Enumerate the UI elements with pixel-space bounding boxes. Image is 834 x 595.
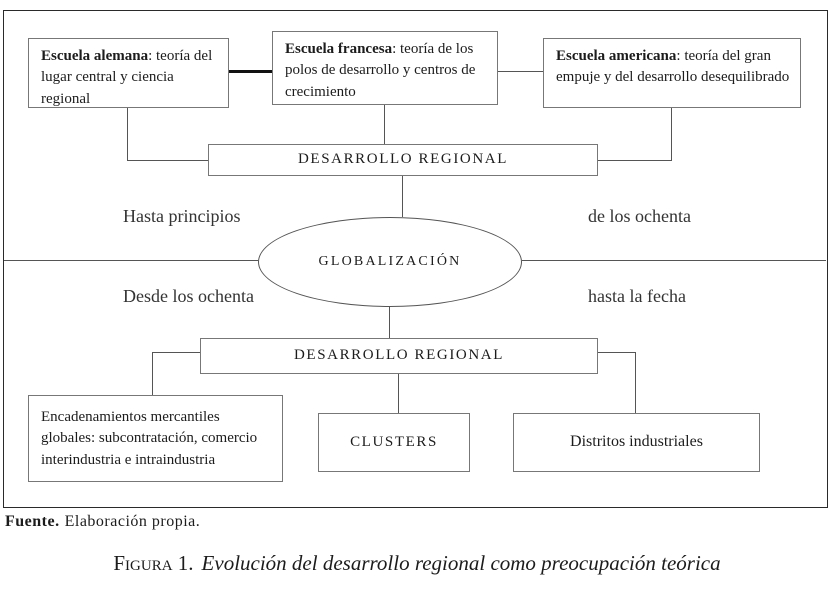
figure-number: Figura 1.	[113, 551, 194, 575]
label-hasta-la-fecha: hasta la fecha	[588, 286, 686, 306]
label-de-los-ochenta: de los ochenta	[588, 206, 691, 226]
desarrollo-regional-bottom-label: DESARROLLO REGIONAL	[294, 347, 504, 364]
connector-dr-middle-down	[398, 374, 399, 413]
label-desde-los-ochenta: Desde los ochenta	[123, 286, 254, 306]
box-encadenamientos	[28, 395, 283, 482]
escuela-francesa-desc: : teoría de los polos de desarrollo y centros de crecimiento	[285, 41, 476, 100]
connector-francesa-americana	[498, 71, 543, 72]
label-hasta-principios: Hasta principios	[123, 206, 241, 226]
figure-title: Evolución del desarrollo regional como preocupación teórica	[201, 551, 721, 575]
escuela-francesa-title: Escuela francesa	[285, 41, 393, 57]
globalizacion-label: GLOBALIZACIÓN	[318, 254, 462, 269]
escuela-americana-title: Escuela americana	[556, 48, 677, 64]
desarrollo-regional-top-label: DESARROLLO REGIONAL	[298, 151, 508, 168]
connector-alemana-francesa	[229, 70, 272, 73]
connector-dr-right-down	[635, 352, 636, 413]
box-escuela-francesa	[272, 31, 498, 105]
divider-left	[4, 260, 258, 261]
connector-ellipse-to-dr-bottom	[389, 307, 390, 338]
divider-right	[522, 260, 826, 261]
box-desarrollo-regional-top	[208, 144, 598, 176]
connector-dr-left-horizontal	[152, 352, 200, 353]
connector-alemana-horizontal	[127, 160, 208, 161]
connector-dr-top-to-ellipse	[402, 176, 403, 217]
connector-americana-horizontal	[598, 160, 672, 161]
source-note	[5, 513, 200, 531]
encadenamientos-label: Encadenamientos mercantiles globales: subcontratación, comercio interindustria e intraindustria	[41, 409, 258, 468]
box-distritos-industriales	[513, 413, 760, 472]
box-escuela-alemana	[28, 38, 229, 108]
clusters-label: CLUSTERS	[350, 433, 438, 450]
connector-dr-left-down	[152, 352, 153, 395]
escuela-alemana-title: Escuela alemana	[41, 48, 149, 64]
escuela-americana-desc: : teoría del gran empuje y del desarrollo desequilibrado	[556, 48, 790, 86]
figure-caption	[0, 551, 834, 576]
ellipse-globalizacion	[258, 217, 522, 307]
box-clusters	[318, 413, 470, 472]
source-text: Elaboración propia.	[64, 513, 201, 530]
connector-francesa-down	[384, 105, 385, 144]
box-escuela-americana	[543, 38, 801, 108]
source-label: Fuente.	[5, 513, 60, 530]
connector-dr-right-horizontal	[598, 352, 635, 353]
distritos-industriales-label: Distritos industriales	[570, 433, 703, 451]
connector-alemana-down	[127, 108, 128, 161]
escuela-alemana-desc: : teoría del lugar central y ciencia regional	[41, 48, 213, 107]
box-desarrollo-regional-bottom	[200, 338, 598, 374]
connector-americana-down	[671, 108, 672, 161]
